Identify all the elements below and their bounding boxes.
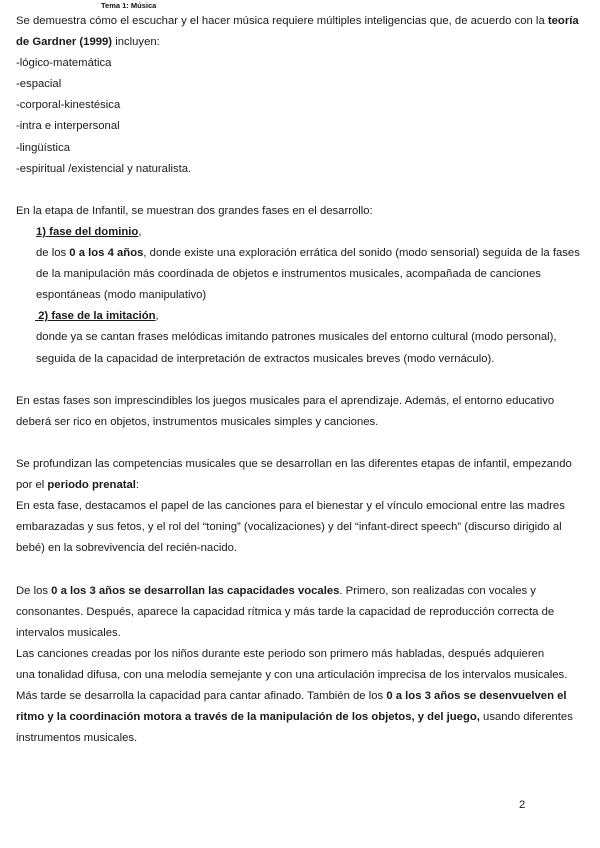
infantil-intro: En la etapa de Infantil, se muestran dos grandes fases en el desarrollo: [16,204,373,217]
intro-paragraph [16,11,582,53]
page-number: 2 [519,799,526,811]
vocal-line: consonantes. Después, aparece la capacidad rítmica y más tarde la capacidad de reproducción correcta de [16,605,555,618]
spacer [16,180,582,201]
phase2-comma: , [155,310,159,323]
intro-text-end: incluyen: [112,36,160,49]
intelligence-item: -lingüística [16,141,70,154]
spacer [16,433,582,454]
page-header: Tema 1: Música [101,1,157,10]
vocal-line: instrumentos musicales. [16,732,138,745]
intelligence-item: -lógico-matemática [16,57,112,70]
intro-text: Se demuestra cómo el escuchar y el hacer música requiere múltiples inteligencias que, de acuerdo con la [16,15,548,27]
prenatal-line: En esta fase, destacamos el papel de las canciones para el bienestar y el vínculo emocional entre las madres [16,500,565,513]
vocal-text: . Primero, son realizadas con vocales y [339,584,536,597]
vocal-highlight: 0 a los 3 años se desenvuelven el [386,690,567,702]
vocal-text: De los [16,584,52,597]
phase1-text: , donde existe una exploración errática del sonido (modo sensorial) seguida de la fases [143,247,580,260]
intelligence-item: -espiritual /existencial y naturalista. [16,162,192,175]
phase1-line: de la manipulación más coordinada de objetos e instrumentos musicales, acompañada de canciones [36,268,541,281]
phase1-age: 0 a los 4 años [69,247,144,260]
phase2-title: 2) fase de la imitación [35,310,156,323]
phase2-heading [16,306,582,327]
vocal-line [16,707,582,728]
phase2-line: donde ya se cantan frases melódicas imitando patrones musicales del entorno cultural (modo personal), [36,331,557,344]
vocal-line: una tonalidad difusa, con una melodía semejante y con una articulación imprecisa de los intervalos musicales. [16,668,568,681]
prenatal-line: bebé) en la sobrevivencia del recién-nacido. [16,542,238,555]
prenatal-text: por el [16,479,48,492]
games-line: deberá ser rico en objetos, instrumentos musicales simples y canciones. [16,415,379,428]
prenatal-line: embarazadas y sus fetos, y el rol del “toning” (vocalizaciones) y del “infant-direct speech” (discurso dirigido al [16,521,562,534]
spacer [16,370,582,391]
vocal-line [16,686,582,707]
vocal-highlight: ritmo y la coordinación motora a través de la manipulación de los objetos, y del juego, [16,711,480,724]
games-line: En estas fases son imprescindibles los juegos musicales para el aprendizaje. Además, el entorno educativo [16,394,555,407]
gardner-theory: teoría de Gardner (1999) [16,15,579,49]
phase1-line: espontáneas (modo manipulativo) [36,289,207,302]
intelligence-item: -corporal-kinestésica [16,99,121,112]
phase1-heading [16,222,582,243]
phase1-line [16,243,582,264]
intelligence-item: -espacial [16,78,62,91]
intelligence-item: -intra e interpersonal [16,120,120,133]
prenatal-colon: : [135,479,140,492]
vocal-line: intervalos musicales. [16,626,121,639]
vocal-text: usando diferentes [479,711,573,724]
spacer [16,559,582,580]
phase1-title: 1) fase del dominio [36,225,139,238]
vocal-line: Las canciones creadas por los niños durante este periodo son primero más habladas, después adquieren [16,647,545,660]
vocal-text: Más tarde se desarrolla la capacidad para cantar afinado. También de los [16,690,387,702]
vocal-line [16,581,582,602]
prenatal-line: Se profundizan las competencias musicales que se desarrollan en las diferentes etapas de infantil, empezando [16,457,572,470]
phase1-comma: , [138,225,142,238]
prenatal-line [16,475,582,496]
vocal-highlight: 0 a los 3 años se desarrollan las capacidades vocales [51,584,340,597]
phase1-text: de los [36,247,70,260]
page-content [16,11,582,749]
phase2-line: seguida de la capacidad de interpretación de extractos musicales breves (modo vernáculo). [36,352,495,365]
prenatal-term: periodo prenatal [47,479,136,492]
